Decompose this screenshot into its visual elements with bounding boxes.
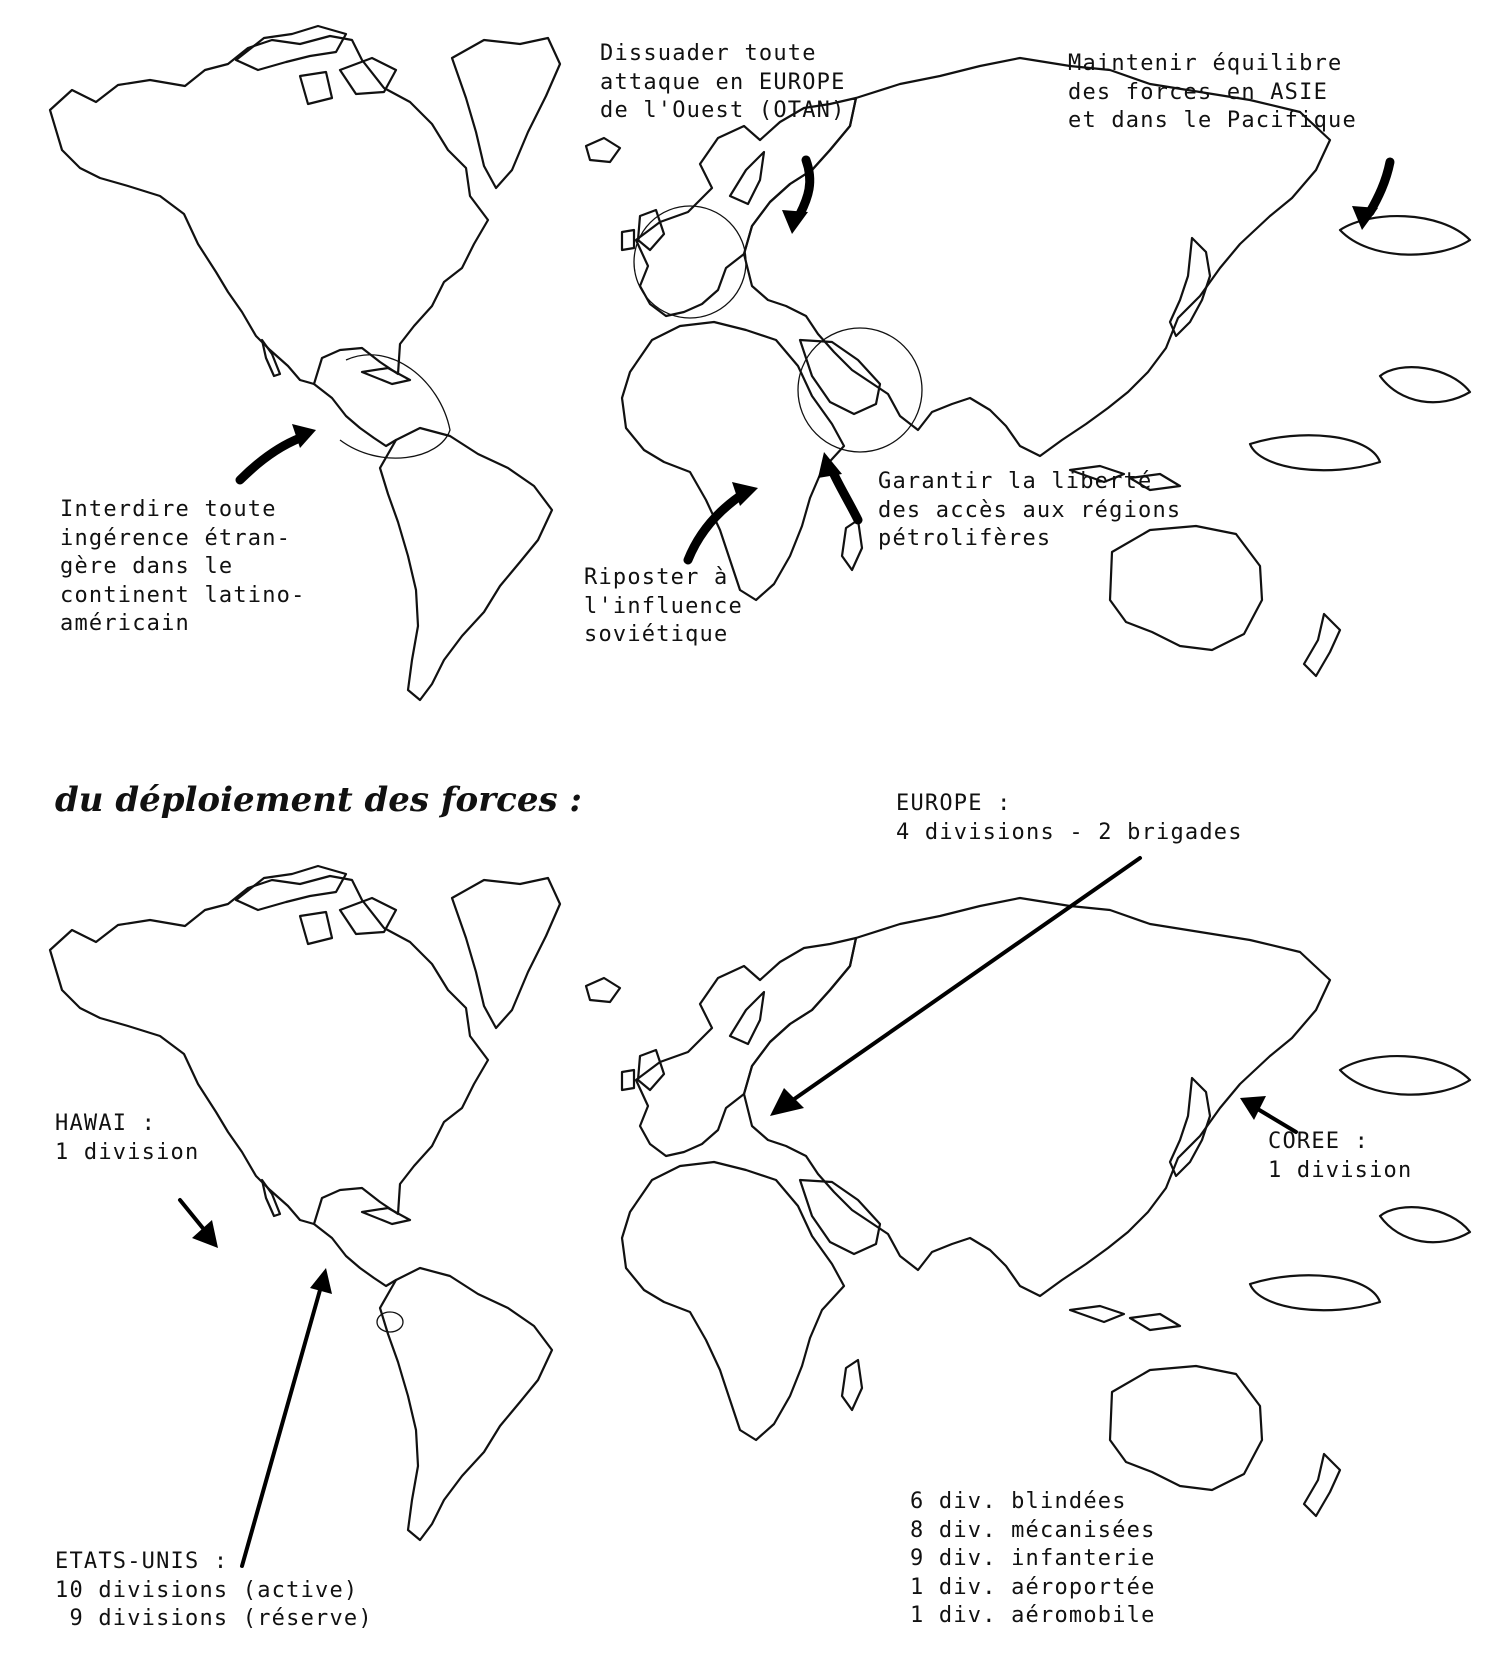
bottom-world-map <box>0 820 1497 1640</box>
hawai-label: HAWAI : 1 division <box>55 1111 200 1165</box>
gulf-circle <box>798 328 922 452</box>
etats-unis-label: ETATS-UNIS : 10 divisions (active) 9 divisions (réserve) <box>55 1549 373 1631</box>
hawai-arrow-head <box>192 1220 218 1248</box>
asie-pacifique-label: Maintenir équilibre des forces en ASIE et dans le Pacifique <box>1068 51 1357 133</box>
totals-item-mecanisees: 8 div. mécanisées <box>910 1517 1156 1543</box>
europe-circle <box>634 206 746 318</box>
latam-arrow <box>240 438 300 480</box>
europe-arrow <box>800 160 810 214</box>
totals-item-aeroportee: 1 div. aéroportée <box>910 1574 1156 1600</box>
gulf-arrow-head <box>818 452 842 478</box>
totals-item-infanterie: 9 div. infanterie <box>910 1546 1156 1571</box>
totals-item-blindees: 6 div. blindées <box>910 1489 1127 1514</box>
totals-list <box>910 1488 1156 1631</box>
europe-otan-label: Dissuader toute attaque en EUROPE de l'Ouest (OTAN) <box>600 41 846 123</box>
small-island-outline <box>377 1312 403 1332</box>
coree-arrow-head <box>1240 1096 1266 1120</box>
world-outline-bottom <box>50 866 1470 1540</box>
amerique-latine-label: Interdire toute ingérence étran- gère dans le continent latino- américain <box>60 497 306 636</box>
europe-deploy-arrow <box>790 858 1140 1102</box>
europe-arrow-head <box>782 210 808 234</box>
section-title: du déploiement des forces : <box>55 780 582 820</box>
asia-arrow <box>1370 162 1390 212</box>
etats-unis-arrow <box>242 1290 320 1566</box>
coree-label: COREE : 1 division <box>1268 1129 1413 1183</box>
hawai-arrow <box>180 1200 206 1232</box>
influence-sovietique-label: Riposter à l'influence soviétique <box>584 565 743 647</box>
totals-item-aeromobile: 1 div. aéromobile <box>910 1603 1156 1628</box>
europe-deploy-label: EUROPE : 4 divisions - 2 brigades <box>896 791 1243 845</box>
gulf-arrow <box>832 470 858 520</box>
regions-petroliferes-label: Garantir la liberté des accès aux régions pétrolifères <box>878 469 1182 551</box>
europe-deploy-arrow-head <box>770 1088 804 1116</box>
etats-unis-arrow-head <box>310 1268 332 1294</box>
soviet-arrow <box>688 496 740 560</box>
